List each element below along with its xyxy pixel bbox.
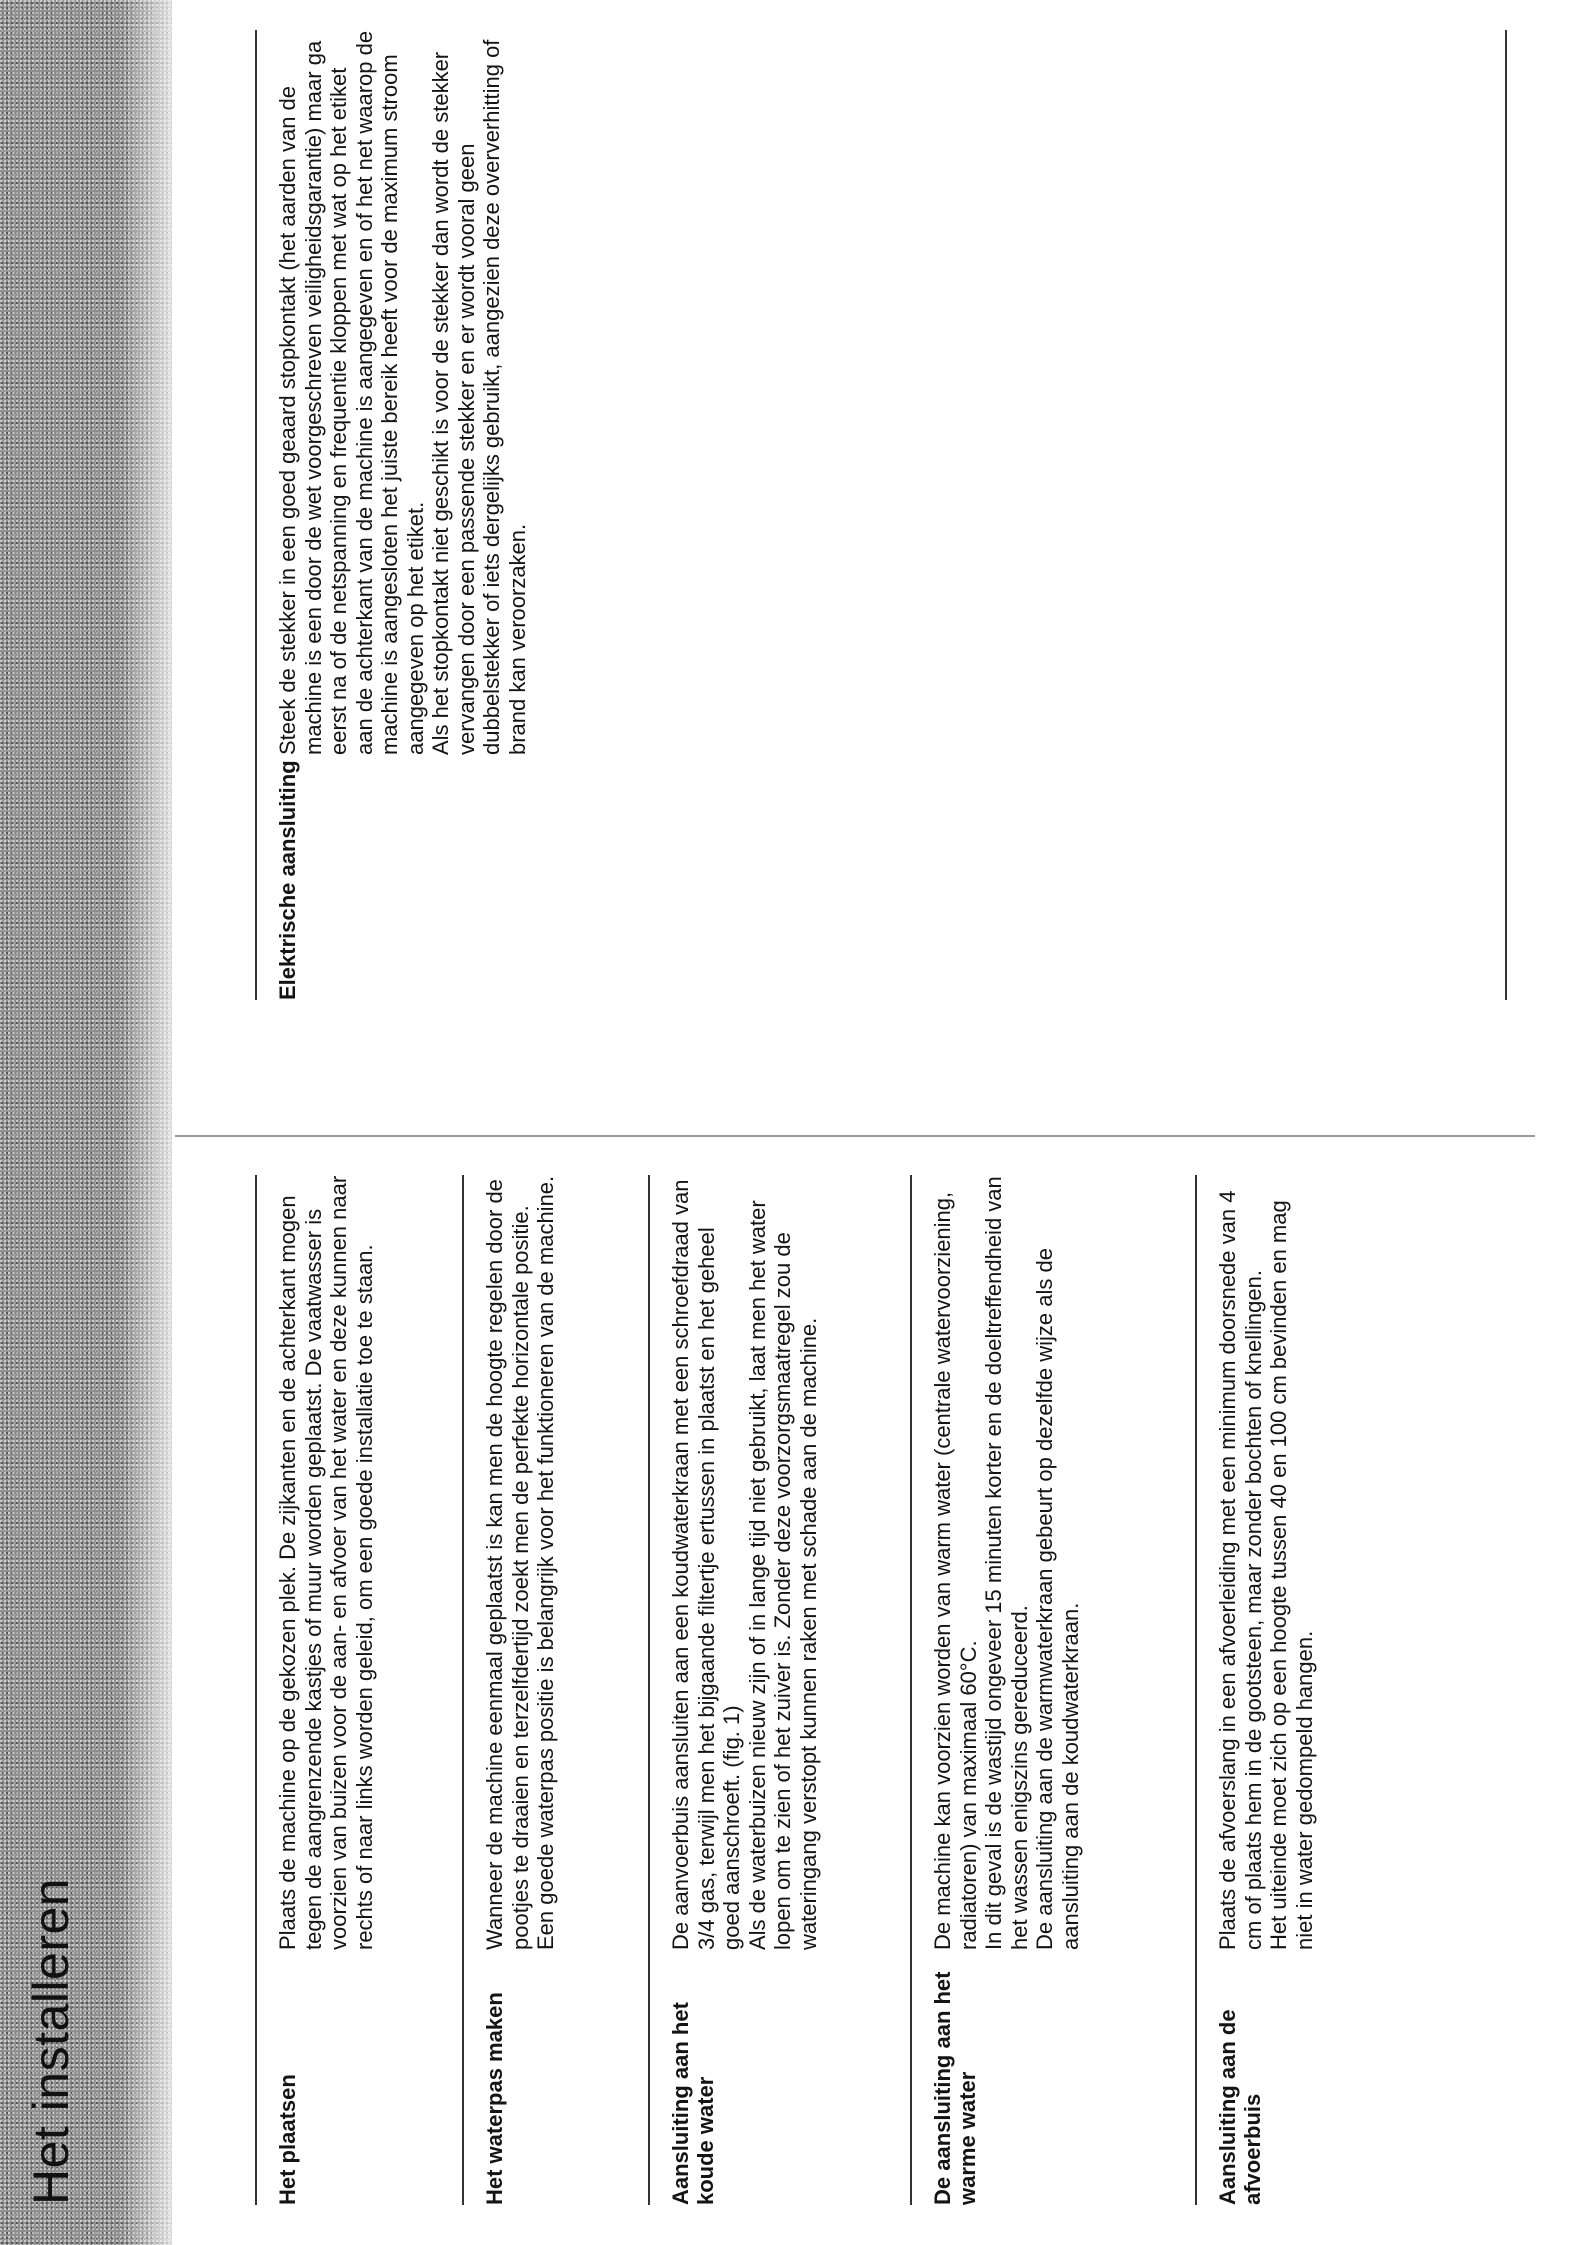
section-cold-water bbox=[648, 1175, 821, 2205]
section-label: Aansluiting aan de afvoerbuis bbox=[1215, 2009, 1265, 2205]
section-electrical bbox=[255, 30, 530, 1000]
section-body bbox=[257, 30, 530, 755]
section-body bbox=[464, 1175, 559, 1950]
paragraph: Als het stopkontakt niet geschikt is voor de stekker dan wordt de stekker vervangen door een passende stekker en er wordt vooral geen dubbelstekker of iets dergelijks gebruikt, aangezien deze oververhitting of brand kan veroorzaken. bbox=[428, 39, 530, 755]
column-divider bbox=[175, 1135, 1535, 1137]
paragraph: Plaats de machine op de gekozen plek. De zijkanten en de achterkant mogen tegen de aangrenzende kastjes of muur worden geplaatst. De vaatwasser is voorzien van buizen voor de aan- en afvoer van het water en deze kunnen naar rechts of naar links worden geleid, om een goede installatie toe te staan. bbox=[275, 1175, 377, 1950]
section-body bbox=[1197, 1175, 1317, 1950]
paragraph: In dit geval is de wastijd ongeveer 15 minuten korter en de doeltreffendheid van het wassen enigszins gereduceerd. bbox=[981, 1176, 1032, 1950]
paragraph: Als de waterbuizen nieuw zijn of in lange tijd niet gebruikt, laat men het water lopen om te zien of het zuiver is. Zonder deze voorzorgsmaatregel zou de wateringang verstopt kunnen raken met schade aan de machine. bbox=[744, 1200, 821, 1950]
section-leveling bbox=[462, 1175, 559, 2205]
paragraph: Een goede waterpas positie is belangrijk voor het funktioneren van de machine. bbox=[533, 1175, 558, 1950]
section-body bbox=[257, 1175, 377, 1950]
paragraph: Wanneer de machine eenmaal geplaatst is kan men de hoogte regelen door de pootjes te draaien en terzelfdertijd zoekt men de perfekte horizontale positie. bbox=[482, 1179, 533, 1950]
section-body bbox=[650, 1175, 821, 1950]
paragraph: De machine kan voorzien worden van warm water (centrale watervoorziening, radiatoren) van maximaal 60°C. bbox=[930, 1191, 981, 1950]
section-drain bbox=[1195, 1175, 1317, 2205]
paragraph: Steek de stekker in een goed geaard stopkontakt (het aarden van de machine is een door de wet voorgeschreven veiligheidsgarantie) maar ga eerst na of de netspanning en frequentie kloppen met wat op het etiket aan de achterkant van de machine is aangegeven en of het net waarop de machine is aangesloten het juiste bereik heeft voor de maximum stroom aangegeven op het etiket. bbox=[275, 30, 428, 755]
paragraph: De aanvoerbuis aansluiten aan een koudwaterkraan met een schroefdraad van 3/4 gas, terwijl men het bijgaande filtertje ertussen in plaatst en het geheel goed aanschroeft. (fig. 1) bbox=[668, 1179, 744, 1950]
section-label: Het plaatsen bbox=[275, 2074, 300, 2205]
section-label: De aansluiting aan het warme water bbox=[930, 1971, 980, 2205]
paragraph: De aansluiting aan de warmwaterkraan gebeurt op dezelfde wijze als de aansluiting aan de koudwaterkraan. bbox=[1032, 1248, 1083, 1950]
paragraph: Het uiteinde moet zich op een hoogte tussen 40 en 100 cm bevinden en mag niet in water gedompeld hangen. bbox=[1266, 1200, 1317, 1950]
section-label: Elektrische aansluiting bbox=[275, 760, 300, 1000]
paragraph: Plaats de afvoerslang in een afvoerleiding met een minimum doorsnede van 4 cm of plaats hem in de gootsteen, maar zonder bochten of knellingen. bbox=[1215, 1190, 1266, 1950]
section-hot-water bbox=[910, 1175, 1083, 2205]
section-label: Aansluiting aan het koude water bbox=[668, 2002, 718, 2205]
section-placement bbox=[255, 1175, 377, 2205]
section-label: Het waterpas maken bbox=[482, 1992, 507, 2205]
section-body bbox=[912, 1175, 1083, 1950]
page-title: Het installeren bbox=[23, 1877, 79, 2205]
bottom-rule bbox=[1505, 30, 1507, 1000]
